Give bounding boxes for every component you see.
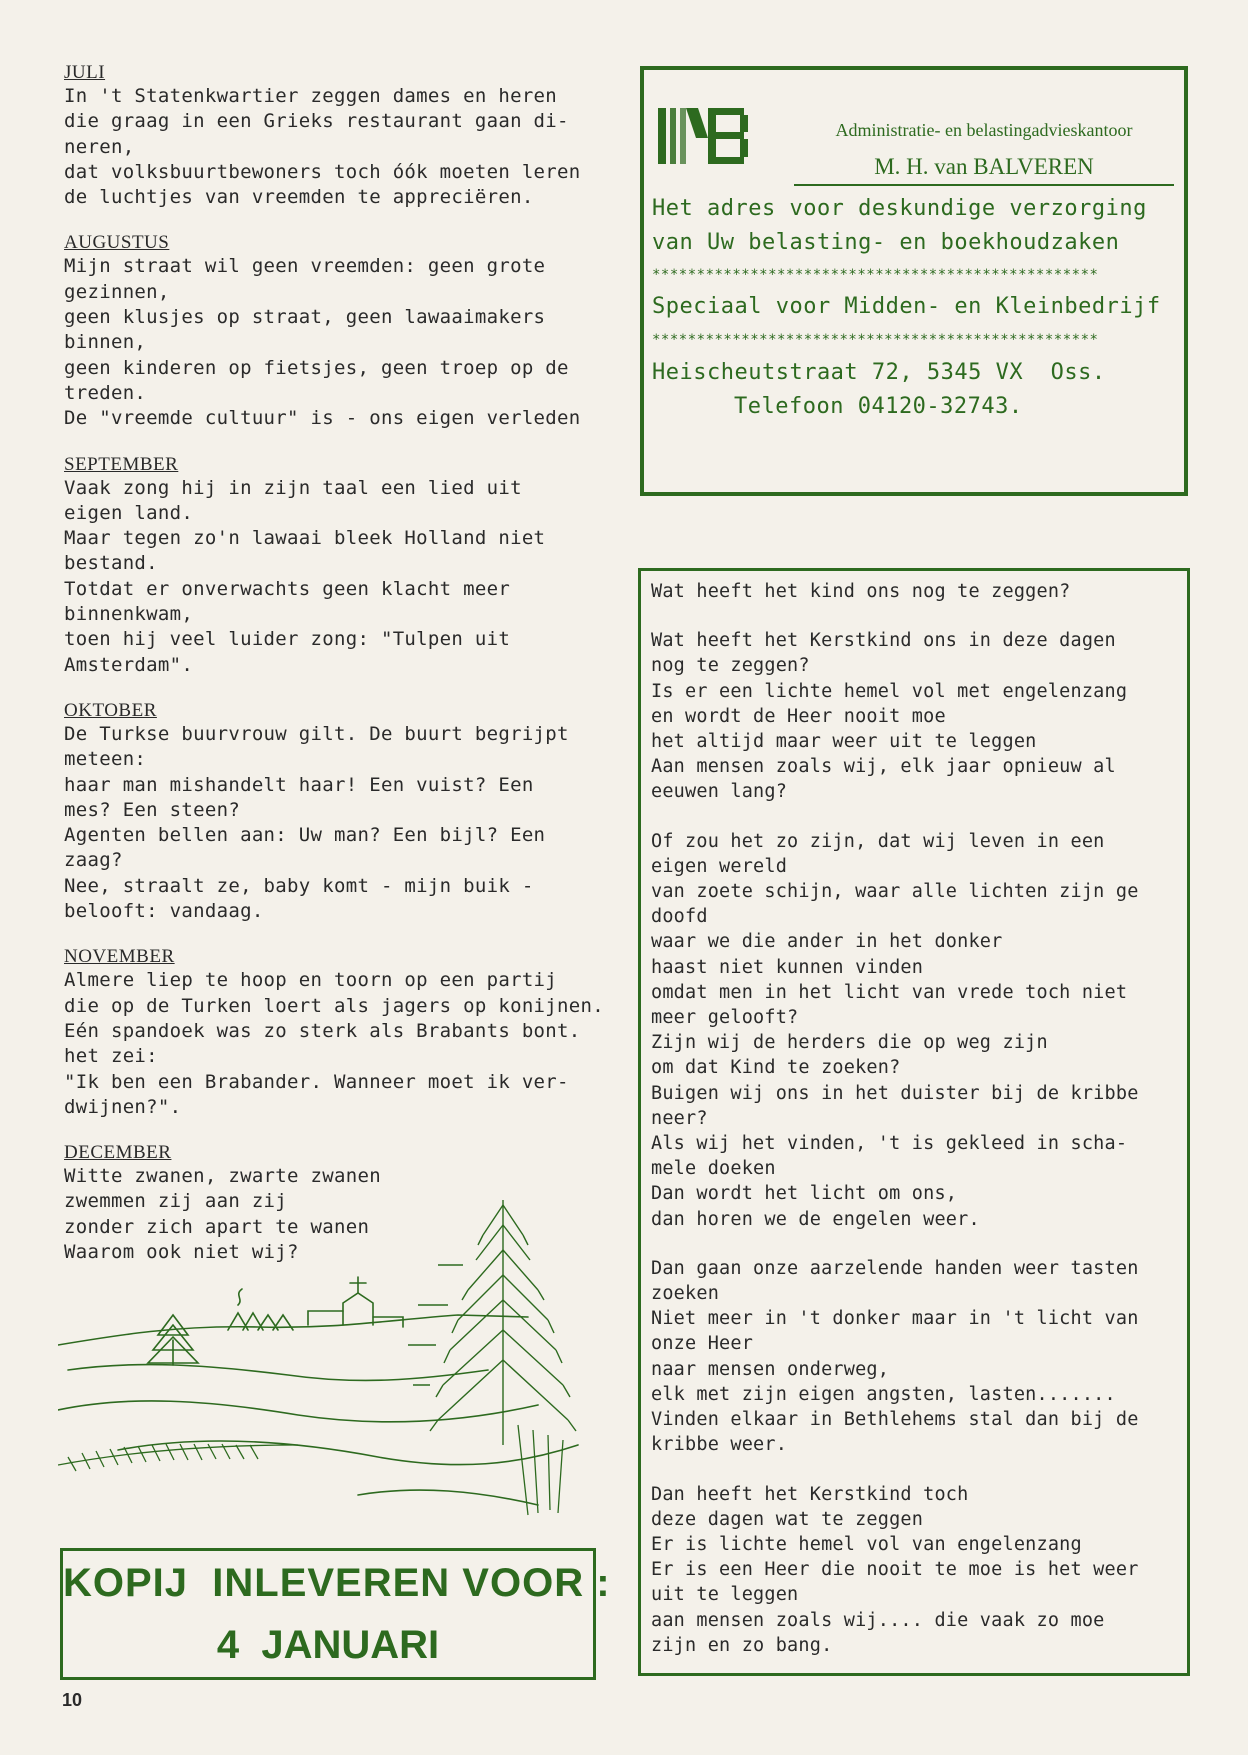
verse-line: neren, xyxy=(64,135,135,158)
mb-monogram-icon xyxy=(656,100,756,172)
copy-deadline-date: 4 JANUARI xyxy=(216,1623,440,1667)
poem-line: aan mensen zoals wij.... die vaak zo moe xyxy=(651,1609,1105,1631)
verse-line: Agenten bellen aan: Uw man? Een bijl? Een xyxy=(64,824,546,847)
month-section-oktober xyxy=(64,700,624,924)
advertisement-box xyxy=(640,66,1188,496)
verse-line: mes? Een steen? xyxy=(64,798,241,821)
poem-line: deze dagen wat te zeggen xyxy=(651,1508,924,1530)
copy-deadline-box xyxy=(60,1548,611,1680)
verse-line: "Ik ben een Brabander. Wanneer moet ik ver- xyxy=(64,1070,569,1093)
verse-line: de luchtjes van vreemden te appreciëren. xyxy=(64,186,534,209)
ad-address: Heischeutstraat 72, 5345 VX Oss. xyxy=(652,360,1106,385)
poem-line: Vinden elkaar in Bethlehems stal dan bij de xyxy=(651,1409,1139,1431)
poem-line: eigen wereld xyxy=(651,855,788,877)
poem-line: Als wij het vinden, 't is gekleed in scha- xyxy=(651,1133,1128,1155)
page-number: 10 xyxy=(62,1690,83,1710)
ad-phone: Telefoon 04120-32743. xyxy=(734,394,1023,419)
verse-line: dwijnen?". xyxy=(64,1095,182,1118)
poem-line: doofd xyxy=(651,906,708,928)
poem-line: zoeken xyxy=(651,1283,720,1305)
poem-line: waar we die ander in het donker xyxy=(651,931,1003,953)
verse-line: eigen land. xyxy=(64,501,194,524)
poem-line: Er is lichte hemel vol van engelenzang xyxy=(651,1533,1082,1555)
poem-line: uit te leggen xyxy=(651,1584,799,1606)
month-section-november xyxy=(64,946,624,1120)
verse-line: zaag? xyxy=(64,849,123,872)
poem-stanza xyxy=(651,1256,1187,1458)
poem-line: van zoete schijn, waar alle lichten zijn ge xyxy=(651,881,1139,903)
verse-line: zonder zich apart te wanen xyxy=(64,1215,370,1238)
copy-deadline-heading: KOPIJ INLEVEREN VOOR : xyxy=(63,1561,611,1605)
verse-line: Totdat er onverwachts geen klacht meer xyxy=(64,577,511,600)
poem-line: Dan heeft het Kerstkind toch xyxy=(651,1483,969,1505)
verse-line: Amsterdam". xyxy=(64,653,194,676)
month-heading: OKTOBER xyxy=(64,699,157,721)
ad-tagline-1: Het adres voor deskundige verzorging xyxy=(652,196,1147,221)
verse-line: Maar tegen zo'n lawaai bleek Holland niet xyxy=(64,527,546,550)
verse-line: toen hij veel luider zong: "Tulpen uit xyxy=(64,628,511,651)
poem-stanza xyxy=(651,829,1187,1232)
poem-line: kribbe weer. xyxy=(651,1434,788,1456)
verse-line: Almere liep te hoop en toorn op een partij xyxy=(64,969,558,992)
month-section-september xyxy=(64,454,624,678)
poem-line: elk met zijn eigen angsten, lasten....... xyxy=(651,1383,1116,1405)
poem-line: Dan gaan onze aarzelende handen weer tasten xyxy=(651,1257,1139,1279)
month-heading: AUGUSTUS xyxy=(64,232,170,254)
winter-landscape-icon xyxy=(58,1195,614,1525)
verse-line: dat volksbuurtbewoners toch óók moeten leren xyxy=(64,160,581,183)
verse-line: geen klusjes op straat, geen lawaaimakers xyxy=(64,306,546,329)
month-heading: NOVEMBER xyxy=(64,946,175,968)
verse-line: binnen, xyxy=(64,331,147,354)
poem-line: omdat men in het licht van vrede toch niet xyxy=(651,981,1128,1003)
verse-line: het zei: xyxy=(64,1045,158,1068)
verse-line: binnenkwam, xyxy=(64,603,194,626)
poem-line: dan horen we de engelen weer. xyxy=(651,1208,980,1230)
month-heading: DECEMBER xyxy=(64,1142,172,1164)
christmas-poem xyxy=(651,579,1187,1682)
verse-line: In 't Statenkwartier zeggen dames en heren xyxy=(64,85,558,107)
poem-line: Aan mensen zoals wij, elk jaar opnieuw al xyxy=(651,756,1116,778)
poem-line: naar mensen onderweg, xyxy=(651,1358,890,1380)
verse-line: bestand. xyxy=(64,552,158,575)
verse-line: meteen: xyxy=(64,748,147,771)
poem-stanza xyxy=(651,1482,1187,1658)
verse-line: Mijn straat wil geen vreemden: geen grote xyxy=(64,255,546,278)
verse-line: zwemmen zij aan zij xyxy=(64,1190,288,1213)
poem-line: Niet meer in 't donker maar in 't licht van xyxy=(651,1308,1139,1330)
verse-line: Waarom ook niet wij? xyxy=(64,1240,299,1263)
poem-line: Is er een lichte hemel vol met engelenzang xyxy=(651,680,1128,702)
ad-tagline-2: van Uw belasting- en boekhoudzaken xyxy=(652,230,1120,255)
verse-line: Vaak zong hij in zijn taal een lied uit xyxy=(64,476,522,499)
poem-line: meer gelooft? xyxy=(651,1007,799,1029)
poem-stanza xyxy=(651,579,1187,604)
verse-line: die op de Turken loert als jagers op konijnen. xyxy=(64,994,604,1017)
verse-line: Eén spandoek was zo sterk als Brabants bont. xyxy=(64,1019,581,1042)
verse-line: haar man mishandelt haar! Een vuist? Een xyxy=(64,773,534,796)
month-section-augustus xyxy=(64,232,624,431)
ad-company-name: M. H. van BALVEREN xyxy=(794,154,1174,186)
verse-line: Witte zwanen, zwarte zwanen xyxy=(64,1165,381,1188)
verse-line: De "vreemde cultuur" is - ons eigen verleden xyxy=(64,407,581,430)
poem-line: zijn en zo bang. xyxy=(651,1634,833,1656)
month-section-juli xyxy=(64,62,624,210)
christmas-poem-box xyxy=(638,568,1190,1676)
month-heading: JULI xyxy=(64,62,106,83)
month-heading: SEPTEMBER xyxy=(64,453,179,475)
poem-line: het altijd maar weer uit te leggen xyxy=(651,731,1037,753)
ad-star-divider: ************************************************** xyxy=(652,332,1099,348)
poem-title: Wat heeft het kind ons nog te zeggen? xyxy=(651,581,1071,602)
ad-specialty: Speciaal voor Midden- en Kleinbedrijf xyxy=(652,294,1161,319)
verse-line: De Turkse buurvrouw gilt. De buurt begrijpt xyxy=(64,722,569,745)
poem-line: Er is een Heer die nooit te moe is het weer xyxy=(651,1559,1139,1581)
verse-line: belooft: vandaag. xyxy=(64,900,264,923)
poem-line: eeuwen lang? xyxy=(651,781,788,803)
month-verses xyxy=(64,62,624,1287)
poem-line: om dat Kind te zoeken? xyxy=(651,1057,901,1079)
poem-line: en wordt de Heer nooit moe xyxy=(651,705,946,727)
poem-line: Buigen wij ons in het duister bij de kribbe xyxy=(651,1082,1139,1104)
poem-line: Of zou het zo zijn, dat wij leven in een xyxy=(651,830,1105,852)
ad-subtitle: Administratie- en belastingadvieskantoor xyxy=(835,120,1133,140)
verse-line: die graag in een Grieks restaurant gaan di- xyxy=(64,110,569,133)
poem-stanza xyxy=(651,628,1187,804)
poem-line: neer? xyxy=(651,1107,708,1129)
verse-line: Nee, straalt ze, baby komt - mijn buik - xyxy=(64,874,534,897)
verse-line: gezinnen, xyxy=(64,280,170,303)
poem-line: onze Heer xyxy=(651,1333,754,1355)
ad-star-divider: ************************************************** xyxy=(652,267,1099,283)
verse-line: treden. xyxy=(64,381,147,404)
poem-line: Wat heeft het Kerstkind ons in deze dagen xyxy=(651,630,1116,652)
poem-line: Dan wordt het licht om ons, xyxy=(651,1183,958,1205)
verse-line: geen kinderen op fietsjes, geen troep op de xyxy=(64,356,569,379)
poem-line: Zijn wij de herders die op weg zijn xyxy=(651,1032,1048,1054)
poem-line: nog te zeggen? xyxy=(651,655,810,677)
poem-line: mele doeken xyxy=(651,1158,776,1180)
poem-line: haast niet kunnen vinden xyxy=(651,956,924,978)
